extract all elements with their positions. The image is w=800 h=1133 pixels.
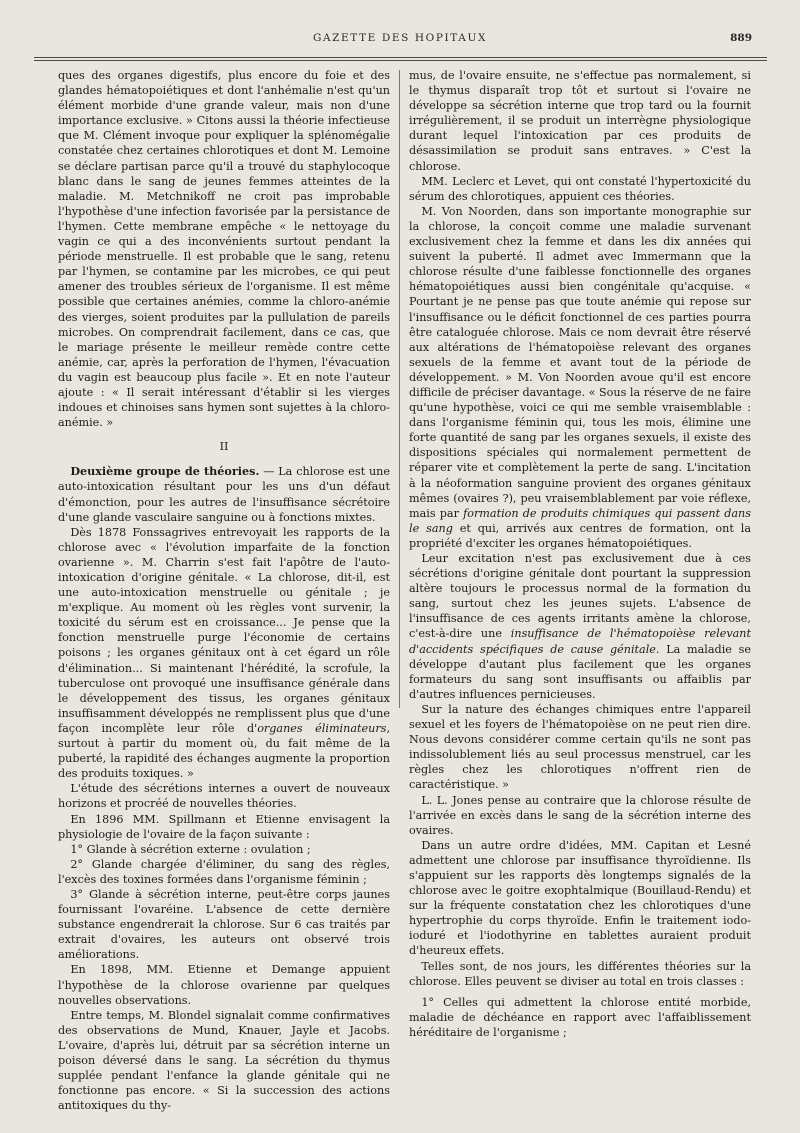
paragraph: En 1896 MM. Spillmann et Etienne envisagent la physiologie de l'ovaire de la façon suivante : [58,812,390,841]
paragraph-text: , surtout à partir du moment où, du fait même de la puberté, la rapidité des échanges augmente la proportion des produits toxiques. » [58,721,390,781]
paragraph [409,551,751,702]
paragraph-text: et qui, arrivés aux centres de formation, ont la propriété d'exciter les organes hématopoiétiques. [409,521,751,550]
list-item: 1° Celles qui admettent la chlorose entité morbide, maladie de déchéance en rapport avec l'affaiblissement héréditaire de l'organisme ; [409,995,751,1039]
italic-phrase: insuffisance de l'hématopoièse relevant d'accidents spécifiques de cause génitale [409,627,752,656]
paragraph [58,464,390,524]
paragraph: Telles sont, de nos jours, les différentes théories sur la chlorose. Elles peuvent se diviser au total en trois classes : [409,959,751,988]
paragraph: Dans un autre ordre d'idées, MM. Capitan et Lesné admettent une chlorose par insuffisance thyroïdienne. Ils s'appuient sur les rapports dès longtemps signalés de la chlorose avec le goitre exophtalmique (Bouillaud-Rendu) et sur la fréquente constatation chez les chlorotiques d'une hypertrophie du corps thyroïde. Enfin le traitement iodo-ioduré et l'iodothyrine en tablettes auraient produit d'heureux effets. [409,838,751,958]
italic-phrase: organes éliminateurs [257,721,387,735]
italic-phrase: formation de produits chimiques qui passent dans le sang [409,506,752,535]
paragraph-text: . La maladie se développe d'autant plus facilement que les organes formateurs du sang sont insuffisants ou affaiblis par d'autres influences pernicieuses. [409,642,751,701]
left-column [58,68,390,1113]
paragraph-text: M. Von Noorden, dans son importante monographie sur la chlorose, la conçoit comme une maladie survenant exclusivement chez la femme et dans les dix années qui suivent la puberté. Il admet avec Immermann que la chlorose résulte d'une faiblesse fonctionnelle des organes hématopoiétiques aussi bien congénitale qu'acquise. « Pourtant je ne pense pas que toute anémie qui repose sur l'insuffisance ou le déficit fonctionnel de ces parties pourra être cataloguée chlorose. Mais ce nom devrait être réservé aux altérations de l'hématopoièse relevant des organes sexuels de la femme et avant tout de la période de développement. » M. Von Noorden avoue qu'il est encore difficile de préciser davantage. « Sous la réserve de ne faire qu'une hypothèse, voici ce qui me semble vraisemblable : dans l'organisme féminin qui, tous les mois, élimine une forte quantité de sang par les organes sexuels, il existe des dispositions spéciales qui normalement permettent de réparer vite et complètement la perte de sang. L'incitation à la néoformation sanguine provient des organes génitaux mêmes (ovaires ?), peu vraisemblablement par voie réflexe, mais par [409,204,751,520]
running-title: GAZETTE DES HOPITAUX [312,32,488,44]
section-heading: Deuxième groupe de théories. [70,464,260,479]
paragraph: Sur la nature des échanges chimiques entre l'appareil sexuel et les foyers de l'hématopoièse on ne peut rien dire. Nous devons considérer comme certain qu'ils ne sont pas indissolublement liés au seul processus menstruel, car les règles chez les chlorotiques n'offrent rien de caractéristique. » [409,702,751,792]
right-column [409,68,751,1113]
paragraph: ques des organes digestifs, plus encore du foie et des glandes hématopoiétiques et dont l'anhémalie n'est qu'un élément morbide d'une grande valeur, mais non d'une importance exclusive. » Citons aussi la théorie infectieuse que M. Clément invoque pour expliquer la splénomégalie constatée chez certaines chlorotiques et dont M. Lemoine se déclare partisan parce qu'il a trouvé du staphylocoque blanc dans le sang de jeunes femmes atteintes de la maladie. M. Metchnikoff ne croit pas improbable l'hypothèse d'une infection favorisée par la persistance de l'hymen. Cette membrane empêche « le nettoyage du vagin ce qui a des inconvénients surtout pendant la période menstruelle. Il est probable que le sang, retenu par l'hymen, se contamine par les microbes, ce qui peut amener des troubles sérieux de l'organisme. Il est même possible que certaines anémies, comme la chloro-anémie des vierges, soient produites par la pullulation de pareils microbes. On comprendrait facilement, dans ce cas, que le mariage présente le meilleur remède contre cette anémie, car, après la perforation de l'hymen, l'évacuation du vagin est beaucoup plus facile ». Et en note l'auteur ajoute : « Il serait intéressant d'établir si les vierges indoues et chinoises sans hymen sont sujettes à la chloro-anémie. » [58,69,390,430]
paragraph: MM. Leclerc et Levet, qui ont constaté l'hypertoxicité du sérum des chlorotiques, appuient ces théories. [409,174,751,203]
column-divider [399,70,400,708]
paragraph: mus, de l'ovaire ensuite, ne s'effectue pas normalement, si le thymus disparaît trop tôt et surtout si l'ovaire ne développe sa sécrétion interne que trop tard ou la fournit irrégulièrement, il se produit un interrègne physiologique durant lequel l'intoxication par ces produits de désassimilation se produit sans entraves. » C'est la chlorose. [409,69,751,173]
list-item: 2° Glande chargée d'éliminer, du sang des règles, l'excès des toxines formées dans l'organisme féminin ; [58,857,390,886]
paragraph: L. L. Jones pense au contraire que la chlorose résulte de l'arrivée en excès dans le sang de la sécrétion interne des ovaires. [409,793,751,837]
paragraph: Entre temps, M. Blondel signalait comme confirmatives des observations de Mund, Knauer, Jayle et Jacobs. L'ovaire, d'après lui, détruit par sa sécrétion interne un poison déversé dans le sang. La sécrétion du thymus supplée pendant l'enfance la glande génitale qui ne fonctionne pas encore. « Si la succession des actions antitoxiques du thy- [58,1008,390,1113]
header-rule-top [34,57,767,58]
paragraph-text: — La chlorose est une auto-intoxication résultant pour les uns d'un défaut d'émonction, pour les autres de l'insuffisance sécrétoire d'une glande vasculaire sanguine ou à fonctions mixtes. [58,465,391,524]
paragraph: L'étude des sécrétions internes a ouvert de nouveaux horizons et procréé de nouvelles théories. [58,782,390,811]
paragraph-text: Leur excitation n'est pas exclusivement due à ces sécrétions d'origine génitale dont pourtant la suppression altère toujours le processus normal de la formation du sang, surtout chez les jeunes sujets. L'absence de l'insuffisance de ces agents irritants amène la chlorose, c'est-à-dire une [409,552,751,641]
paragraph [409,204,751,551]
paragraph-text: Dès 1878 Fonssagrives entrevoyait les rapports de la chlorose avec « l'évolution imparfaite de la fonction ovarienne ». M. Charrin s'est fait l'apôtre de l'auto-intoxication d'origine génitale. « La chlorose, dit-il, est une auto-intoxication menstruelle ou génitale ; je m'explique. Au moment où les règles vont survenir, la toxicité du sérum est en croissance... Je pense que la fonction menstruelle purge l'économie de certains poisons ; les organes génitaux ont à cet égard un rôle d'élimination... Si maintenant l'hérédité, la scrofule, la tuberculose ont provoqué une insuffisance générale dans le développement des tissus, les organes génitaux insuffisamment développés ne remplissent plus que d'une façon incomplète leur rôle d' [58,525,390,735]
page-header [0,30,800,50]
list-item: 1° Glande à sécrétion externe : ovulation ; [70,842,311,856]
page-number: 889 [730,32,752,44]
section-numeral: II [219,440,229,454]
paragraph [58,525,390,782]
header-rule-bottom [34,60,767,61]
list-item: 3° Glande à sécrétion interne, peut-être corps jaunes fournissant l'ovaréine. L'absence de cette dernière substance engendrerait la chlorose. Sur 6 cas traités par extrait d'ovaires, les auteurs ont observé trois améliorations. [58,887,390,962]
paragraph: En 1898, MM. Etienne et Demange appuient l'hypothèse de la chlorose ovarienne par quelques nouvelles observations. [58,963,390,1007]
